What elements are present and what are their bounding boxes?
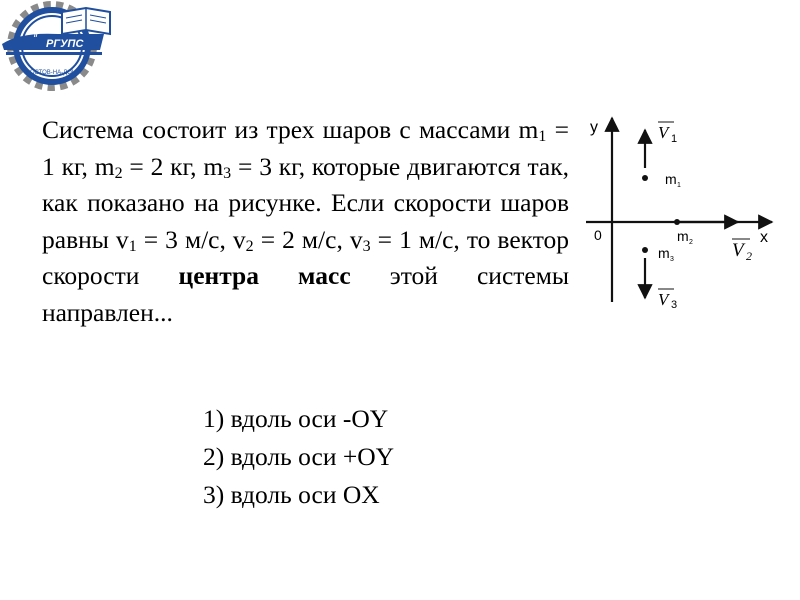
subscript: 3 xyxy=(362,237,371,255)
m2-letter: m xyxy=(677,228,689,244)
ball-m3 xyxy=(642,247,648,253)
rgups-logo xyxy=(0,0,118,92)
m3-letter: m xyxy=(658,245,670,261)
subscript: 3 xyxy=(223,164,232,182)
m2-label xyxy=(677,228,693,246)
ball-m2 xyxy=(674,219,680,225)
text-part: = 2 кг, m xyxy=(122,151,224,181)
v3-letter: V xyxy=(658,290,669,308)
subscript: 2 xyxy=(114,164,123,182)
v3-sub: 3 xyxy=(671,299,678,308)
subscript: 1 xyxy=(538,128,547,145)
book-icon xyxy=(62,8,110,34)
answer-option: 3) вдоль оси OX xyxy=(203,480,380,509)
m3-label xyxy=(658,245,674,263)
text-part: этой системы направлен... xyxy=(42,261,569,327)
v2-label xyxy=(732,239,752,263)
text-part: Система состоит из трех шаров с массами m xyxy=(42,115,539,144)
text-part: = 1 кг, m xyxy=(42,115,569,181)
subscript: 1 xyxy=(128,237,137,255)
v3-label xyxy=(658,289,677,308)
v1-letter: V xyxy=(658,123,669,142)
y-axis-label: у xyxy=(590,119,598,136)
v2-letter: V xyxy=(732,240,744,261)
v2-sub: 2 xyxy=(746,249,752,263)
answer-options xyxy=(203,400,394,514)
text-part: = 3 м/с, v xyxy=(136,224,246,254)
m3-sub: 3 xyxy=(670,256,674,263)
m1-sub: 1 xyxy=(677,182,681,189)
text-part: = 2 м/с, v xyxy=(253,224,363,254)
problem-text xyxy=(42,112,569,331)
m2-sub: 2 xyxy=(689,239,693,246)
v1-sub: 1 xyxy=(671,133,678,145)
text-part: = 3 кг, которые двигаются так, как показано на рисунке. Если скорости шаров равны v xyxy=(42,151,570,254)
m1-letter: m xyxy=(665,171,677,187)
ball-m1 xyxy=(642,175,648,181)
answer-option: 1) вдоль оси -OY xyxy=(203,404,389,433)
subscript: 2 xyxy=(245,237,254,255)
text-part: = 1 м/с, то вектор скорости xyxy=(42,224,570,290)
answer-option: 2) вдоль оси +OY xyxy=(203,442,395,471)
x-axis-label: х xyxy=(760,229,768,246)
v1-label xyxy=(658,122,677,145)
logo-text: РГУПС xyxy=(46,38,84,50)
logo-letter: Ⅱ xyxy=(33,29,38,39)
velocity-diagram xyxy=(578,108,778,308)
origin-label: 0 xyxy=(594,227,602,243)
bold-term: центра масс xyxy=(178,261,351,290)
logo-ring-text: РОСТОВ-НА-ДОНУ xyxy=(26,70,80,76)
m1-label xyxy=(665,171,681,189)
